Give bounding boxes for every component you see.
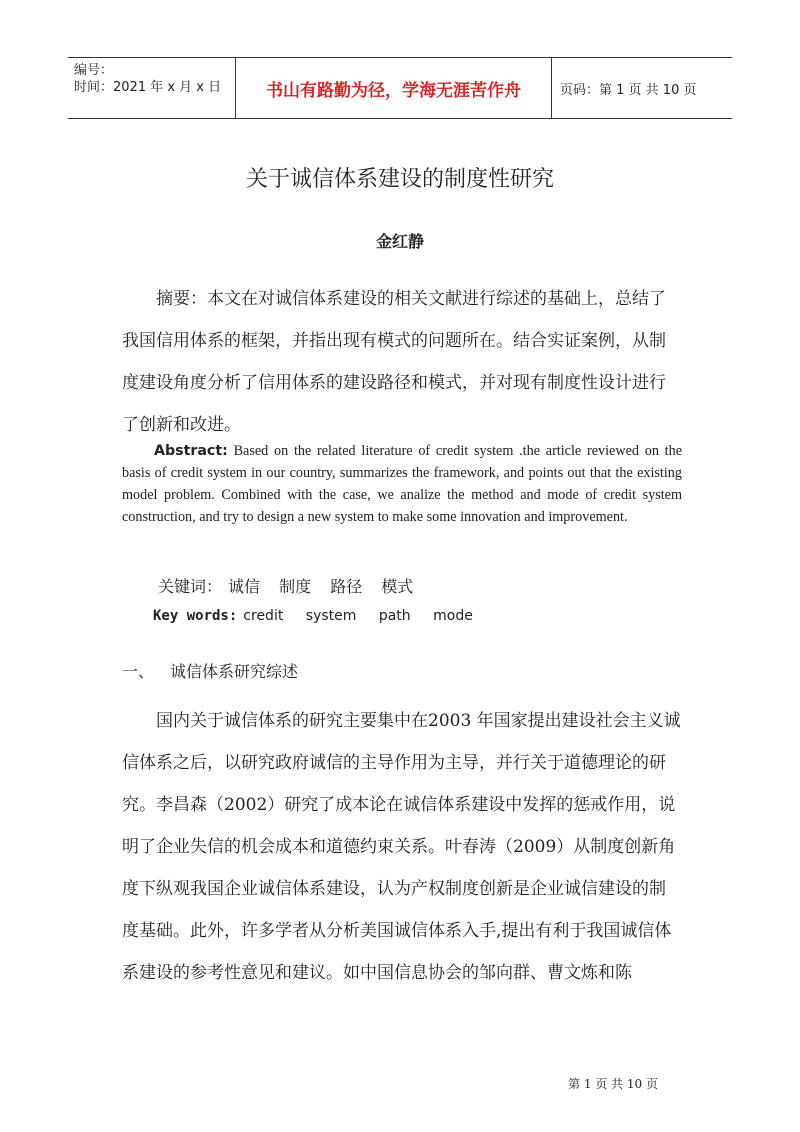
key-words-label: Key words: (153, 608, 238, 624)
page-header (68, 57, 732, 119)
section-title: 诚信体系研究综述 (170, 662, 299, 681)
body-paragraph: 国内关于诚信体系的研究主要集中在2003 年国家提出建设社会主义诚信体系之后，以研究政府诚信的主导作用为主导，并行关于道德理论的研究。李昌森（2002）研究了成本论在诚信体系建设中发挥的惩戒作用，说明了企业失信的机会成本和道德约束关系。叶春涛（2009）从制度创新角度下纵观我国企业诚信体系建设，认为产权制度创新是企业诚信建设的制度基础。此外，许多学者从分析美国诚信体系入手,提出有利于我国诚信体系建设的参考性意见和建议。如中国信息协会的邹向群、曹文炼和陈 (122, 711, 681, 983)
abstract-english-text: Based on the related literature of credit system .the article reviewed on the basis of credit system in our country, summarizes the framework, and points out that the existing model problem. Combined with the case, we analize the method and mode of credit system construction, and try to design a new system to make some innovation and improvement. (122, 443, 682, 525)
document-date: 时间：2021 年 x 月 x 日 (74, 80, 222, 95)
page-footer: 第 1 页 共 10 页 (568, 1077, 658, 1091)
author-name: 金红静 (375, 232, 424, 251)
section-number: 一、 (122, 662, 155, 681)
keywords-value: 诚信 制度 路径 模式 (228, 577, 414, 596)
header-meta (68, 58, 235, 118)
document-number-label: 编号： (74, 63, 114, 78)
keywords-chinese (158, 574, 413, 597)
abstract-chinese: 摘要：本文在对诚信体系建设的相关文献进行综述的基础上，总结了我国信用体系的框架，并指出现有模式的问题所在。结合实证案例，从制度建设角度分析了信用体系的建设路径和模式，并对现有制度性设计进行了创新和改进。 (122, 289, 666, 435)
document-title: 关于诚信体系建设的制度性研究 (245, 167, 554, 192)
keywords-english (153, 608, 473, 624)
key-words-value: credit system path mode (243, 608, 473, 624)
section-heading (122, 659, 298, 682)
keywords-label: 关键词： (158, 577, 223, 596)
abstract-label: Abstract: (154, 443, 228, 459)
header-page-info: 页码：第 1 页 共 10 页 (560, 82, 697, 98)
header-motto: 书山有路勤为径，学海无涯苦作舟 (235, 58, 552, 118)
abstract-english (122, 440, 682, 528)
